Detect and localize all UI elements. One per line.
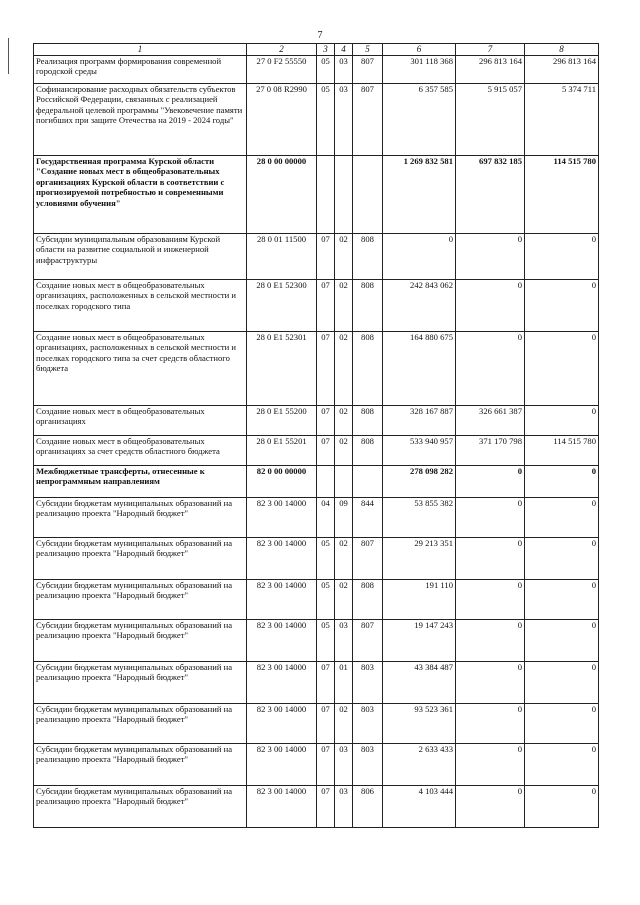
row-amount-col7: 697 832 185 bbox=[456, 155, 525, 233]
row-amount-col7: 0 bbox=[456, 331, 525, 405]
row-amount-col6: 4 103 444 bbox=[383, 785, 456, 827]
row-expense-type: 807 bbox=[353, 537, 383, 579]
row-code: 82 3 00 14000 bbox=[247, 785, 317, 827]
row-amount-col7: 0 bbox=[456, 465, 525, 497]
row-amount-col8: 114 515 780 bbox=[525, 435, 599, 465]
row-code: 82 3 00 14000 bbox=[247, 619, 317, 661]
row-subsection: 03 bbox=[335, 619, 353, 661]
row-name: Субсидии муниципальным образованиям Курской области на развитие социальной и инженерной инфраструктуры bbox=[34, 233, 247, 279]
row-amount-col6: 53 855 382 bbox=[383, 497, 456, 537]
row-section: 05 bbox=[317, 579, 335, 619]
table-row bbox=[34, 279, 599, 331]
row-section: 07 bbox=[317, 435, 335, 465]
row-amount-col6: 93 523 361 bbox=[383, 703, 456, 743]
row-name: Реализация программ формирования современной городской среды bbox=[34, 55, 247, 83]
row-amount-col6: 0 bbox=[383, 233, 456, 279]
row-section: 05 bbox=[317, 537, 335, 579]
row-amount-col7: 0 bbox=[456, 497, 525, 537]
row-amount-col6: 1 269 832 581 bbox=[383, 155, 456, 233]
table-row bbox=[34, 661, 599, 703]
row-expense-type: 803 bbox=[353, 661, 383, 703]
row-code: 28 0 E1 52300 bbox=[247, 279, 317, 331]
row-subsection: 02 bbox=[335, 405, 353, 435]
row-name: Субсидии бюджетам муниципальных образований на реализацию проекта "Народный бюджет" bbox=[34, 743, 247, 785]
row-code: 28 0 00 00000 bbox=[247, 155, 317, 233]
row-expense-type: 808 bbox=[353, 405, 383, 435]
row-amount-col8: 296 813 164 bbox=[525, 55, 599, 83]
row-amount-col7: 326 661 387 bbox=[456, 405, 525, 435]
row-amount-col6: 19 147 243 bbox=[383, 619, 456, 661]
row-amount-col8: 0 bbox=[525, 703, 599, 743]
row-amount-col6: 164 880 675 bbox=[383, 331, 456, 405]
row-subsection: 09 bbox=[335, 497, 353, 537]
row-amount-col6: 43 384 487 bbox=[383, 661, 456, 703]
row-amount-col6: 328 167 887 bbox=[383, 405, 456, 435]
row-code: 82 3 00 14000 bbox=[247, 537, 317, 579]
row-name: Государственная программа Курской области "Создание новых мест в общеобразовательных организациях Курской области в соответствии с прогнозируемой потребностью и современными условиями обучения" bbox=[34, 155, 247, 233]
row-code: 82 0 00 00000 bbox=[247, 465, 317, 497]
table-row bbox=[34, 497, 599, 537]
row-amount-col8: 0 bbox=[525, 405, 599, 435]
row-name: Субсидии бюджетам муниципальных образований на реализацию проекта "Народный бюджет" bbox=[34, 619, 247, 661]
row-subsection: 03 bbox=[335, 55, 353, 83]
row-expense-type: 803 bbox=[353, 703, 383, 743]
row-expense-type: 808 bbox=[353, 279, 383, 331]
row-code: 28 0 E1 55200 bbox=[247, 405, 317, 435]
row-name: Межбюджетные трансферты, отнесенные к непрограммным направлениям bbox=[34, 465, 247, 497]
row-name: Субсидии бюджетам муниципальных образований на реализацию проекта "Народный бюджет" bbox=[34, 579, 247, 619]
row-expense-type: 808 bbox=[353, 579, 383, 619]
table-row bbox=[34, 331, 599, 405]
row-amount-col7: 0 bbox=[456, 537, 525, 579]
row-expense-type bbox=[353, 155, 383, 233]
row-section: 07 bbox=[317, 785, 335, 827]
row-section bbox=[317, 465, 335, 497]
row-amount-col8: 0 bbox=[525, 497, 599, 537]
table-row bbox=[34, 435, 599, 465]
row-name: Субсидии бюджетам муниципальных образований на реализацию проекта "Народный бюджет" bbox=[34, 537, 247, 579]
row-amount-col8: 0 bbox=[525, 619, 599, 661]
row-name: Субсидии бюджетам муниципальных образований на реализацию проекта "Народный бюджет" bbox=[34, 703, 247, 743]
row-subsection: 02 bbox=[335, 579, 353, 619]
row-subsection: 02 bbox=[335, 435, 353, 465]
table-row bbox=[34, 83, 599, 155]
header-row bbox=[34, 44, 599, 56]
row-amount-col6: 242 843 062 bbox=[383, 279, 456, 331]
row-code: 28 0 E1 55201 bbox=[247, 435, 317, 465]
row-amount-col7: 0 bbox=[456, 743, 525, 785]
row-code: 82 3 00 14000 bbox=[247, 703, 317, 743]
row-section: 07 bbox=[317, 405, 335, 435]
row-amount-col8: 0 bbox=[525, 579, 599, 619]
row-expense-type: 803 bbox=[353, 743, 383, 785]
row-expense-type: 808 bbox=[353, 233, 383, 279]
table-row bbox=[34, 405, 599, 435]
row-amount-col8: 0 bbox=[525, 279, 599, 331]
row-section: 04 bbox=[317, 497, 335, 537]
row-section: 07 bbox=[317, 743, 335, 785]
margin-mark bbox=[8, 38, 9, 74]
row-subsection: 03 bbox=[335, 743, 353, 785]
column-header: 1 bbox=[34, 44, 247, 56]
row-subsection bbox=[335, 155, 353, 233]
row-amount-col6: 2 633 433 bbox=[383, 743, 456, 785]
table-row bbox=[34, 743, 599, 785]
row-name: Создание новых мест в общеобразовательных организациях, расположенных в сельской местности и поселках городского типа bbox=[34, 279, 247, 331]
row-amount-col8: 0 bbox=[525, 785, 599, 827]
row-amount-col8: 0 bbox=[525, 331, 599, 405]
row-section: 07 bbox=[317, 233, 335, 279]
table-row bbox=[34, 55, 599, 83]
table-row bbox=[34, 579, 599, 619]
table-row bbox=[34, 233, 599, 279]
row-name: Создание новых мест в общеобразовательных организациях, расположенных в сельской местности и поселках городского типа за счет средств областного бюджета bbox=[34, 331, 247, 405]
row-amount-col8: 0 bbox=[525, 537, 599, 579]
row-subsection: 02 bbox=[335, 703, 353, 743]
row-subsection: 02 bbox=[335, 233, 353, 279]
column-header: 6 bbox=[383, 44, 456, 56]
row-amount-col8: 0 bbox=[525, 233, 599, 279]
row-amount-col6: 278 098 282 bbox=[383, 465, 456, 497]
row-code: 82 3 00 14000 bbox=[247, 497, 317, 537]
row-amount-col7: 5 915 057 bbox=[456, 83, 525, 155]
row-subsection: 01 bbox=[335, 661, 353, 703]
row-amount-col8: 0 bbox=[525, 465, 599, 497]
row-name: Субсидии бюджетам муниципальных образований на реализацию проекта "Народный бюджет" bbox=[34, 497, 247, 537]
row-expense-type: 807 bbox=[353, 83, 383, 155]
column-header: 7 bbox=[456, 44, 525, 56]
row-code: 27 0 08 R2990 bbox=[247, 83, 317, 155]
row-section: 07 bbox=[317, 279, 335, 331]
row-code: 82 3 00 14000 bbox=[247, 579, 317, 619]
row-section: 05 bbox=[317, 55, 335, 83]
row-amount-col8: 5 374 711 bbox=[525, 83, 599, 155]
row-expense-type: 807 bbox=[353, 55, 383, 83]
row-amount-col7: 371 170 798 bbox=[456, 435, 525, 465]
row-name: Софинансирование расходных обязательств субъектов Российской Федерации, связанных с реализацией федеральной целевой программы "Увековечение памяти погибших при защите Отечества на 2019 - 2024 годы" bbox=[34, 83, 247, 155]
row-section: 05 bbox=[317, 83, 335, 155]
row-name: Создание новых мест в общеобразовательных организациях за счет средств областного бюджета bbox=[34, 435, 247, 465]
row-subsection: 03 bbox=[335, 83, 353, 155]
row-section bbox=[317, 155, 335, 233]
column-header: 4 bbox=[335, 44, 353, 56]
row-subsection bbox=[335, 465, 353, 497]
row-amount-col6: 6 357 585 bbox=[383, 83, 456, 155]
row-name: Субсидии бюджетам муниципальных образований на реализацию проекта "Народный бюджет" bbox=[34, 785, 247, 827]
row-section: 05 bbox=[317, 619, 335, 661]
row-amount-col7: 0 bbox=[456, 785, 525, 827]
row-amount-col8: 114 515 780 bbox=[525, 155, 599, 233]
row-section: 07 bbox=[317, 703, 335, 743]
row-amount-col6: 301 118 368 bbox=[383, 55, 456, 83]
row-amount-col6: 29 213 351 bbox=[383, 537, 456, 579]
table-row bbox=[34, 785, 599, 827]
row-name: Субсидии бюджетам муниципальных образований на реализацию проекта "Народный бюджет" bbox=[34, 661, 247, 703]
row-code: 82 3 00 14000 bbox=[247, 661, 317, 703]
row-amount-col6: 533 940 957 bbox=[383, 435, 456, 465]
row-code: 82 3 00 14000 bbox=[247, 743, 317, 785]
row-amount-col7: 0 bbox=[456, 619, 525, 661]
row-expense-type: 807 bbox=[353, 619, 383, 661]
column-header: 8 bbox=[525, 44, 599, 56]
row-section: 07 bbox=[317, 661, 335, 703]
row-amount-col7: 0 bbox=[456, 703, 525, 743]
page-number: 7 bbox=[317, 30, 323, 41]
row-amount-col6: 191 110 bbox=[383, 579, 456, 619]
row-subsection: 02 bbox=[335, 537, 353, 579]
row-amount-col7: 296 813 164 bbox=[456, 55, 525, 83]
column-header: 2 bbox=[247, 44, 317, 56]
row-name: Создание новых мест в общеобразовательных организациях bbox=[34, 405, 247, 435]
row-expense-type: 844 bbox=[353, 497, 383, 537]
row-amount-col7: 0 bbox=[456, 661, 525, 703]
row-amount-col8: 0 bbox=[525, 661, 599, 703]
row-expense-type: 808 bbox=[353, 331, 383, 405]
row-subsection: 02 bbox=[335, 279, 353, 331]
table-row bbox=[34, 619, 599, 661]
row-amount-col8: 0 bbox=[525, 743, 599, 785]
row-subsection: 02 bbox=[335, 331, 353, 405]
row-subsection: 03 bbox=[335, 785, 353, 827]
row-section: 07 bbox=[317, 331, 335, 405]
column-header: 5 bbox=[353, 44, 383, 56]
row-expense-type: 806 bbox=[353, 785, 383, 827]
row-amount-col7: 0 bbox=[456, 279, 525, 331]
table-row bbox=[34, 155, 599, 233]
row-amount-col7: 0 bbox=[456, 579, 525, 619]
row-amount-col7: 0 bbox=[456, 233, 525, 279]
row-code: 27 0 F2 55550 bbox=[247, 55, 317, 83]
table-row bbox=[34, 465, 599, 497]
row-code: 28 0 E1 52301 bbox=[247, 331, 317, 405]
table-row bbox=[34, 537, 599, 579]
row-expense-type bbox=[353, 465, 383, 497]
table-row bbox=[34, 703, 599, 743]
budget-table bbox=[33, 43, 599, 828]
column-header: 3 bbox=[317, 44, 335, 56]
row-code: 28 0 01 11500 bbox=[247, 233, 317, 279]
row-expense-type: 808 bbox=[353, 435, 383, 465]
